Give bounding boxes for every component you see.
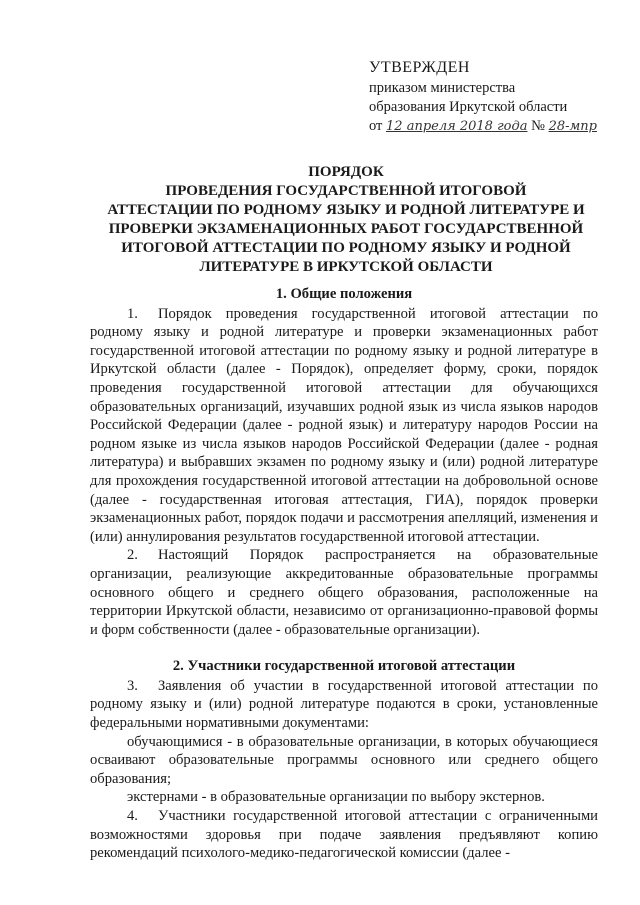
paragraph-3-item-1: обучающимися - в образовательные организации, в которых обучающиеся осваивают образовательные программы основного или среднего общего образования; bbox=[90, 733, 598, 787]
approval-heading: УТВЕРЖДЕН bbox=[369, 59, 470, 76]
title-line-5: ИТОГОВОЙ АТТЕСТАЦИИ ПО РОДНОМУ ЯЗЫКУ И РОДНОЙ bbox=[121, 240, 571, 256]
approval-line-1: приказом министерства bbox=[369, 80, 516, 96]
approval-stamp bbox=[369, 58, 619, 136]
number-prefix: № bbox=[531, 118, 545, 134]
title-line-6: ЛИТЕРАТУРЕ В ИРКУТСКОЙ ОБЛАСТИ bbox=[199, 259, 493, 275]
document-title bbox=[96, 163, 596, 277]
paragraph-2-number: 2. bbox=[127, 547, 138, 564]
paragraph-3-text: Заявления об участии в государственной итоговой аттестации по родному языку и (или) родной литературе подаются в сроки, установленные федеральными нормативными документами: bbox=[90, 677, 598, 732]
order-date-handwritten: 12 апреля 2018 года bbox=[386, 119, 528, 134]
paragraph-4 bbox=[90, 807, 598, 863]
paragraph-3-item-2: экстернами - в образовательные организации по выбору экстернов. bbox=[127, 789, 545, 806]
title-line-1: ПОРЯДОК bbox=[308, 164, 384, 180]
paragraph-1-number: 1. bbox=[127, 305, 138, 322]
title-line-2: ПРОВЕДЕНИЯ ГОСУДАРСТВЕННОЙ ИТОГОВОЙ bbox=[165, 183, 527, 199]
paragraph-3 bbox=[90, 677, 598, 733]
paragraph-2-text: Настоящий Порядок распространяется на образовательные организации, реализующие аккредитованные образовательные программы основного общего и среднего общего образования, расположенные на территории Иркутской области, независимо от организационно-правовой формы и форм собственности (далее - образовательные организации). bbox=[90, 547, 598, 638]
document-body bbox=[90, 285, 598, 863]
paragraph-2 bbox=[90, 546, 598, 639]
title-line-4: ПРОВЕРКИ ЭКЗАМЕНАЦИОННЫХ РАБОТ ГОСУДАРСТВЕННОЙ bbox=[108, 221, 584, 237]
approval-line-2: образования Иркутской области bbox=[369, 99, 568, 115]
order-line bbox=[369, 117, 619, 136]
title-line-3: АТТЕСТАЦИИ ПО РОДНОМУ ЯЗЫКУ И РОДНОЙ ЛИТЕРАТУРЕ И bbox=[107, 202, 585, 218]
paragraph-4-number: 4. bbox=[127, 808, 138, 825]
paragraph-3-number: 3. bbox=[127, 677, 138, 694]
paragraph-4-text: Участники государственной итоговой аттестации с ограниченными возможностями здоровья при подаче заявления предъявляют копию рекомендаций психолого-медико-педагогической комиссии (далее - bbox=[90, 808, 598, 862]
paragraph-1 bbox=[90, 305, 598, 547]
section-2-heading: 2. Участники государственной итоговой аттестации bbox=[172, 658, 516, 675]
section-1-heading: 1. Общие положения bbox=[275, 286, 413, 302]
paragraph-1-text: Порядок проведения государственной итоговой аттестации по родному языку и родной литературе и проверки экзаменационных работ государственной итоговой аттестации по родному языку и родной литературе в Иркутской области (далее - Порядок), определяет форму, сроки, порядок проведения государственной итоговой аттестации для обучающихся образовательных организаций, изучавших родной язык из числа языков народов Российской Федерации (далее - родной язык) и литературу народов России на родном языке из числа языков народов Российской Федерации (далее - родная литература) и выбравших экзамен по родному языку и (или) родной литературе для прохождения государственной итоговой аттестации на добровольной основе (далее - государственная итоговая аттестация, ГИА), порядок проверки экзаменационных работ, порядок подачи и рассмотрения апелляций, изменения и (или) аннулирования результатов государственной итоговой аттестации. bbox=[90, 305, 598, 545]
order-prefix: от bbox=[369, 118, 383, 134]
order-number-handwritten: 28-мпр bbox=[548, 119, 597, 134]
